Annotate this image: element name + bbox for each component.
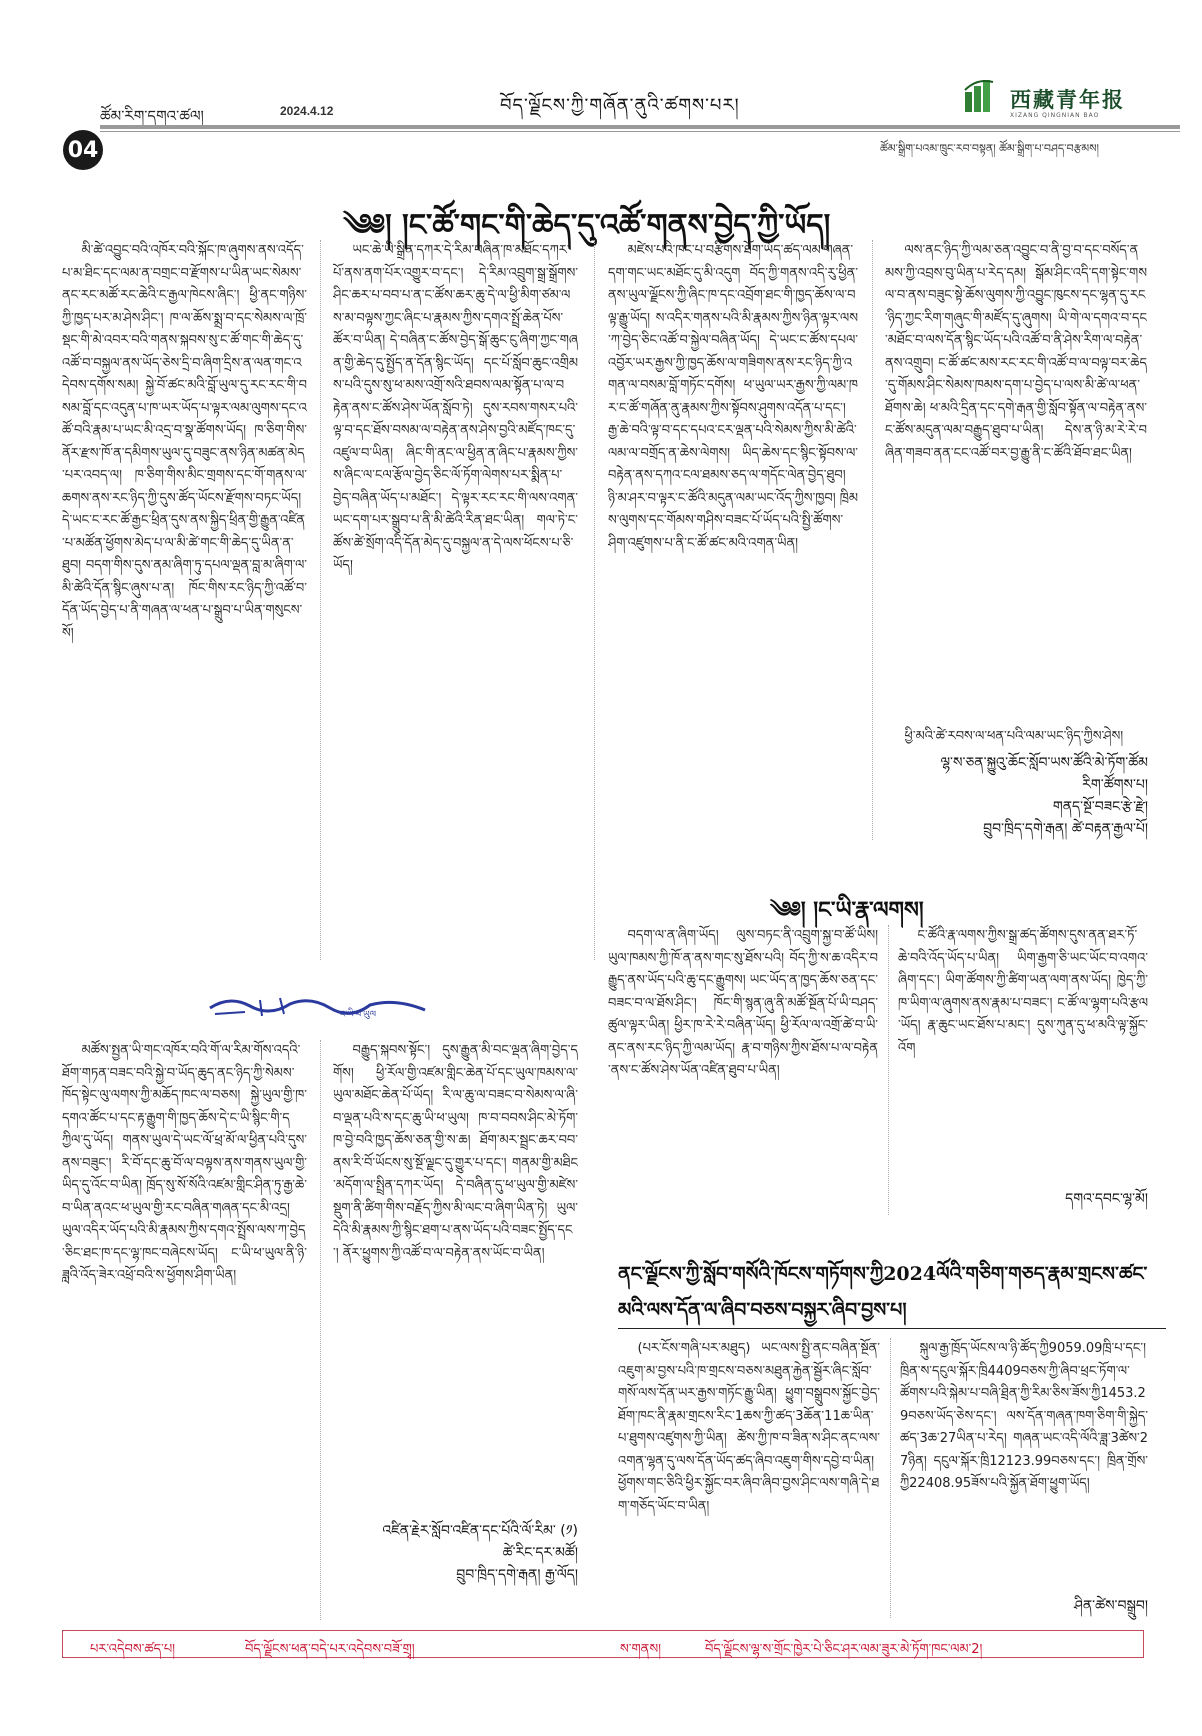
article2-column-1 — [62, 1040, 307, 1620]
issue-date: 2024.4.12 — [280, 104, 334, 118]
article1-column-3 — [608, 240, 858, 840]
article2-paragraph: བརྒྱུད་སྐབས་སྟོང་། དུས་རྒྱུན་མི་བང་ལྡན་ཞིག་བྱེད་དགོས། ཕྱི་རོལ་གྱི་འཛམ་གླིང་ཆེན་པོ་དང་ཡུལ་ཁམས་ལ་ཡུལ་མཐོང་ཆེན་པོ་ཡོད། རི་ལ་ཆུ་ལ་བཟང་བ་སེམས་ལ་ཞི་བ་ལྡན་པའི་ས་དང་ཆུ་ཡི་ཕ་ཡུལ། ཁ་བ་བབས་ཤིང་མེ་ཏོག་ཁ་བྱེ་བའི་ཁྱད་ཆོས་ཅན་གྱི་ས་ཆ། ཐོག་མར་སྦྲང་ཆར་བབ་ནས་རི་བོ་ཡོངས་སུ་སྔོ་ལྗང་དུ་གྱུར་པ་དང་། གནམ་གྱི་མཐིང་མདོག་ལ་སྤྲིན་དཀར་ཡོད། དེ་བཞིན་དུ་ཕ་ཡུལ་གྱི་མཛེས་སྡུག་ནི་ཚིག་གིས་བརྗོད་ཀྱིས་མི་ལང་བ་ཞིག་ཡིན་ཏེ། ཡུལ་དེའི་མི་རྣམས་ཀྱི་སྙིང་ཐག་པ་ནས་ཡོད་པའི་བཟང་སྤྱོད་དང་། ནོར་ཕྱུགས་ཀྱི་འཚོ་བ་ལ་བརྟེན་ནས་ཡོང་བ་ཡིན། — [333, 1043, 578, 1261]
header-rule-thin — [100, 131, 1180, 132]
column-divider — [890, 1338, 891, 1618]
article1-byline — [880, 752, 1148, 840]
article1-column-4 — [885, 240, 1147, 720]
article3-paragraph: (པར་ངོས་གཞི་པར་མཐུད) ཡང་ལས་སྤྱི་ནང་བཞིན་སྔོན་འཇུག་མ་བྱས་པའི་ཁ་གྲངས་བཅས་མཐུན་རྐྱེན་སྦྱོར་ཞིང་སློབ་གསོ་ལས་དོན་ཡར་རྒྱས་གཏོང་རྒྱུ་ཡིན། ཕྱུག་བསྒྲུབས་སྐྱོང་བྱེད་ཐོག་ཁང་ནི་རྣམ་གྲངས་རིང་1ཆས་ཀྱི་ཚད་3ཆོན་11ཆ་ཡིན་པ་ཐུགས་འཛུགས་ཀྱི་ཡིན། ཚེས་ཀྱི་ཁ་བ་ཟིན་ས་ཤིང་ནང་ལས་འགན་ལྷན་དུ་ལས་དོན་ཡོད་ཚད་ཞིབ་འཇུག་གིས་དབྱེ་བ་ཡིན། ཕྱོགས་གང་ཅིའི་ཕྱིར་སྐྱོང་བར་ཞིབ་ཞིབ་བྱས་ཤིང་ལས་གཞི་དེ་ཐག་གཅོད་ཡོང་བ་ཡིན། — [618, 1341, 880, 1514]
footer-address-label: ས་གནས། — [620, 1642, 661, 1657]
article1-paragraph: མི་ཚེ་འབྱུང་བའི་འཁོར་བའི་སྐོང་ཁ་ཞུགས་ནས་འདོད་པ་མ་ཐིང་དང་ལམ་ན་བགྲང་བ་རྫོགས་པ་ཡིན་ཡང་སེམས་ནང་རང་མཚོ་རང་ཆེའི་ང་རྒྱལ་ཁེངས་ཞིང་། ཕྱི་ནང་གཉིས་ཀྱི་ཁྱད་པར་མ་ཤེས་ཤིང་། ཁ་ལ་ཆོས་སྨྲ་བ་དང་སེམས་ལ་ཁྲོ་སྡང་གི་མེ་འབར་བའི་གནས་སྐབས་སུ་ང་ཚོ་གང་གི་ཆེད་དུ་འཚོ་བ་བསྐྱལ་ནས་ཡོད་ཅེས་དྲི་བ་ཞིག་དྲིས་ན་ལན་གང་འདེབས་དགོས་སམ། སྐྱེ་བོ་ཚང་མའི་བློ་ཡུལ་དུ་རང་རང་གི་བསམ་བློ་དང་འདུན་པ་ཁ་ཡར་ཡོད་པ་ལྟར་ལམ་ལུགས་དང་འཚོ་བའི་རྣམ་པ་ཡང་མི་འདྲ་བ་སྣ་ཚོགས་ཡོད། ཁ་ཅིག་གིས་ནོར་རྫས་ཁོ་ན་དམིགས་ཡུལ་དུ་བཟུང་ནས་ཉིན་མཚན་མེད་པར་འབད་ལ། ཁ་ཅིག་གིས་མིང་གྲགས་དང་གོ་གནས་ལ་ཆགས་ནས་རང་ཉིད་ཀྱི་དུས་ཚོད་ཡོངས་རྫོགས་བཏང་ཡོད། དེ་ཡང་ང་རང་ཚོ་རྒྱང་ཕྲིན་དུས་ནས་སྐྱིད་ཕྲིན་གྱི་རྒྱུན་འཛིན་པ་མཚོན་ཕྱོགས་མེད་པ་ལ་མི་ཚེ་གང་གི་ཆེད་དུ་ཡིན་ན་ཐུབ། བདག་གིས་དུས་ནམ་ཞིག་ཏུ་དཔལ་ལྡན་བླ་མ་ཞིག་ལ་མི་ཚེའི་དོན་སྙིང་ཞུས་པ་ན། ཁོང་གིས་རང་ཉིད་ཀྱི་འཚོ་བ་དོན་ཡོད་བྱེད་པ་ནི་གཞན་ལ་ཕན་པ་སྒྲུབ་པ་ཡིན་གསུངས་སོ། — [62, 243, 307, 641]
article1-paragraph: ཡང་ཆེ་ཡི་སྒྲིན་དཀར་དེ་རིམ་བཞིན་ཁ་མཐོང་དཀར་པོ་ནས་ནག་པོར་འགྱུར་བ་དང་། དེ་རིམ་འབྲུག་སྒྲ་སྒྲོགས་ཤིང་ཆར་པ་བབ་པ་ན་ང་ཚོས་ཆར་ཆུ་དེ་ལ་ཕྱི་མིག་ཙམ་ལས་མ་བལྟས་ཀྱང་ཞིང་པ་རྣམས་ཀྱིས་དགའ་སྤྲོ་ཆེན་པོས་ཚོར་བ་ཡིན། དེ་བཞིན་ང་ཚོས་བྱེད་སྒོ་ཆུང་ངུ་ཞིག་ཀྱང་གཞན་གྱི་ཆེད་དུ་སྤྱོད་ན་དོན་སྙིང་ཡོད། དང་པོ་སློབ་ཆུང་འགྲིམས་པའི་དུས་སུ་ཕ་མས་འགྲོ་སའི་ཐབས་ལམ་སྟོན་པ་ལ་བརྟེན་ནས་ང་ཚོས་ཤེས་ཡོན་སློབ་ཏེ། དུས་རབས་གསར་པའི་ལྟ་བ་དང་ཐོས་བསམ་ལ་བརྟེན་ནས་ཤེས་བྱའི་མཛོད་ཁང་དུ་འཛུལ་བ་ཡིན། ཞིང་གི་ནང་ལ་ཕྱིན་ན་ཞིང་པ་རྣམས་ཀྱིས་ས་ཞིང་ལ་ངལ་རྩོལ་བྱེད་ཅིང་ལོ་ཏོག་ལེགས་པར་སྨིན་པ་བྱེད་བཞིན་ཡོད་པ་མཐོང་། དེ་ལྟར་རང་རང་གི་ལས་འགན་ཡང་དག་པར་སྒྲུབ་པ་ནི་མི་ཚེའི་རིན་ཐང་ཡིན། གལ་ཏེ་ང་ཚོས་ཚེ་སྲོག་འདི་དོན་མེད་དུ་བསྐྱལ་ན་དེ་ལས་ཕོངས་པ་ཅི་ཡོད། — [333, 243, 578, 573]
column-divider — [320, 240, 321, 960]
poem-column-2 — [898, 925, 1148, 1170]
newspaper-logo-icon — [963, 78, 999, 114]
article1-column-2 — [333, 240, 578, 960]
article3-rule — [618, 1328, 1166, 1329]
article3-headline: ནང་ལྗོངས་ཀྱི་སློབ་གསོའི་ཁོངས་གཏོགས་ཀྱི2024ལོའི་གཅིག་གཅད་རྣམ་གྲངས་ཚང་མའི་ལས་དོན་ལ་ཞིབ་བཅས་བསྐྱར་ཞིབ་བྱས་པ། — [618, 1263, 1148, 1321]
byline-class: འཛིན་རྗེར་སློབ་འཛིན་དང་པོའི་ལོ་རིམ་ (༡) — [382, 1523, 578, 1539]
article1-headline: ༄༅། །ང་ཚོ་གང་གི་ཆེད་དུ་འཚོ་གནས་བྱེད་ཀྱི་ཡོད། — [343, 208, 831, 243]
article2-column-2 — [333, 1040, 578, 1510]
byline-author: གནད་སྔོ་བཟང་རྩེ་རྫེ། — [1052, 799, 1148, 815]
article3-byline: ཤིན་ཚེས་བསྒྲུབ། — [1074, 1598, 1148, 1614]
byline-author: ཚེ་རིང་དར་མཚོ། — [502, 1545, 578, 1561]
footer-printer-label: པར་འདེབས་ཚད་པ། — [90, 1642, 176, 1657]
poem-title: ༄༅། །ང་ཡི་རྣ་ལགས། — [770, 897, 924, 923]
page-number: 04 — [63, 130, 103, 170]
article3-column-1 — [618, 1338, 880, 1618]
article2-paragraph: མཚོས་སྤྱན་ཡི་གང་འཁོར་བའི་གོ་ལ་རིམ་གོས་འདའི་ཐོག་གཏན་བཟང་བའི་སྐྱེ་བ་ཡོད་ཆུད་ནང་ཉིད་ཀྱི་སེམས་ཁོད་སྟེང་ལུ་ལགས་ཀྱི་མཆོད་ཁང་ལ་བཅས། སྐྱེ་ཡུལ་གྱི་ཁ་དགའ་ཚོང་པ་དང་རྟ་རྒྱུག་གི་ཁྱད་ཆོས་དེ་ང་ཡི་སྙིང་གི་དཀྱིལ་དུ་ཡོད། གནས་ཡུལ་དེ་ཡང་ལོ་ཕྲ་མོ་ལ་ཕྱིན་པའི་དུས་ནས་བཟུང་། རི་བོ་དང་ཆུ་བོ་ལ་བལྟས་ནས་གནས་ཡུལ་གྱི་ཡིད་དུ་འོང་བ་ཡིན། ཁྲོད་སུ་སོ་སོའི་འཛམ་གླིང་ཤིན་ཏུ་རྒྱ་ཆེ་བ་ཡིན་ནའང་ཕ་ཡུལ་གྱི་རང་བཞིན་གཞན་དང་མི་འདྲ། ཡུལ་འདིར་ཡོད་པའི་མི་རྣམས་ཀྱིས་དགའ་སྤྲོས་ལས་ཀ་བྱེད་ཅིང་ཐང་ཁ་དང་ལྷ་ཁང་བཞེངས་ཡོད། ང་ཡི་ཕ་ཡུལ་ནི་ཉི་ཟླའི་འོད་ཟེར་འཕྲོ་བའི་ས་ཕྱོགས་ཤིག་ཡིན། — [62, 1043, 307, 1283]
column-divider — [872, 240, 873, 840]
section-name: ཚོམ་རིག་དགའ་ཚལ། — [100, 107, 204, 125]
column-divider — [594, 240, 595, 960]
poem-paragraph: བདག་ལ་ན་ཞིག་ཡོད། ལུས་བཏང་ནི་འབྲུག་སྐྱ་བ་ཚོ་ཡིས། ཡུལ་ཁམས་ཀྱི་ཁོ་ན་ནས་གང་སུ་ཐོས་པའི། བོད་ཀྱི་ས་ཆ་འདིར་བརྒྱུད་ནས་ཡོད་པའི་ཆུ་དང་རྒྱུགས། ཡང་ཡོད་ན་ཁྱད་ཆོས་ཅན་དང་བཟང་བ་ལ་ཐོས་ཤིང་། ཁོང་གི་སྙན་ཞུ་ནི་མཚོ་སྔོན་པོ་ཡི་བཤད་ཚུལ་ལྟར་ཡིན། ཕྱིར་ཁ་རེ་རེ་བཞིན་ཡོད། ཕྱི་རོལ་ལ་འགྲོ་ཚེ་བ་ཡི་ནང་ནས་རང་ཉིད་ཀྱི་ལམ་ཡོད། རྣ་བ་གཉིས་ཀྱིས་ཐོས་པ་ལ་བརྟེན་ནས་ང་ཚོས་ཤེས་ཡོན་འཛིན་ཐུབ་པ་ཡིན། — [608, 928, 878, 1078]
poem-column-1 — [608, 925, 878, 1215]
column-divider — [888, 925, 889, 1215]
footer-printer-name: བོད་ལྗོངས་ཕན་བདེ་པར་འདེབས་བཟོ་གྲྭ། — [245, 1642, 415, 1657]
article1-paragraph: ལས་ནང་ཉིད་ཀྱི་ལམ་ཅན་འབྱུང་བ་ནི་བྱ་བ་དང་བསོད་ནམས་ཀྱི་འབྲས་བུ་ཡིན་པ་རེད་དམ། སྒོམ་ཤིང་འདི་དག་སྟེང་གསལ་བ་ནས་བཟུང་སྟེ་ཆོས་ལུགས་ཀྱི་འབྱུང་ཁུངས་དང་ལྷན་དུ་རང་ཉིད་ཀྱང་རིག་གཞུང་གི་མཛོད་དུ་ཞུགས། ཡི་གེ་ལ་དགའ་བ་དང་མཐོང་བ་ལས་དོན་སྙིང་ཡོད་པའི་འཚོ་བ་ནི་ཤེས་རིག་ལ་བརྟེན་ནས་འགྲུབ། ང་ཚོ་ཚང་མས་རང་རང་གི་འཚོ་བ་ལ་བལྟ་བར་ཆེད་དུ་གོམས་ཤིང་སེམས་ཁམས་དག་པ་བྱེད་པ་ལས་མི་ཚེ་ལ་ཕན་ཐོགས་ཆེ། ཕ་མའི་དྲིན་དང་དགེ་རྒན་གྱི་སློབ་སྟོན་ལ་བརྟེན་ནས་ང་ཚོས་མདུན་ལམ་བརྒྱུད་ཐུབ་པ་ཡིན། དེས་ན་ཉི་མ་རེ་རེ་བཞིན་གཟབ་ནན་ངང་འཚོ་བར་བྱ་རྒྱུ་ནི་ང་ཚོའི་ཐོབ་ཐང་ཡིན། — [885, 243, 1147, 461]
article3-column-2 — [900, 1338, 1148, 1588]
byline-group: རིག་ཚོགས་པ། — [1082, 777, 1148, 793]
byline-school: ལྷ་ས་ཅན་སྐྱུའུ་ཆོང་སློབ་ཡས་ཚོའི་མེ་ཏོག་ཚོམ — [940, 755, 1148, 771]
footer-address: བོད་ལྗོངས་ལྷ་ས་གྲོང་ཁྱེར་པེ་ཅིང་ཤར་ལམ་ཟུར་མེ་ཏོག་ཁང་ལམ་2། — [705, 1642, 983, 1657]
header-editor-credit: ཚོམ་སྒྲིག་པའམ་ཁྲུང་རབ་བསྟན། ཚོམ་སྒྲིག་པ་བཤད་བརྩམས། — [880, 142, 1099, 155]
article1-paragraph-end: ཕྱི་མའི་ཚེ་རབས་ལ་ཕན་པའི་ལམ་ཡང་ཉིད་ཀྱིས་ཤེས། — [904, 729, 1124, 744]
header-rule — [100, 125, 1180, 129]
poem-paragraph: ང་ཚོའི་རྣ་ལགས་ཀྱིས་སྒྲ་ཚད་ཚོགས་དུས་ནན་ཐར་ཏོ་ཆེ་བའི་འོད་ཡོད་པ་ཡིན། ཡིག་རྒྱག་ཅི་ཡང་ཡོང་བ་འགའ་ཞིག་དང་། ཡིག་ཚོགས་ཀྱི་ཚིག་ཡན་ལག་ནས་ཡོད། ཁྱེད་ཀྱི་ཁ་ཡིག་ལ་ཞུགས་ནས་རྣམ་པ་བཟང་། ང་ཚོ་ལ་ལྷག་པའི་རྩལ་ཡོད། རྣ་ཆུང་ཡང་ཐོས་པ་མང་། དུས་ཀུན་དུ་ཕ་མའི་ལྟ་སྐྱོང་འོག — [898, 928, 1148, 1056]
article1-paragraph: མཛེས་པའི་ཁང་པ་བརྩིགས་ཐོག་ཡོད་ཚད་ལམ་གཞན་དག་གང་ཡང་མཐོང་དུ་མི་འདུག བོད་ཀྱི་གནས་འདི་རུ་ཕྱིན་ནས་ཡུལ་ལྗོངས་ཀྱི་ཞིང་ཁ་དང་འབྲོག་ཐང་གི་ཁྱད་ཆོས་ལ་བལྟ་རྒྱུ་ཡོད། ས་འདིར་གནས་པའི་མི་རྣམས་ཀྱིས་ཉིན་ལྟར་ལས་ཀ་བྱེད་ཅིང་འཚོ་བ་སྐྱེལ་བཞིན་ཡོད། དེ་ཡང་ང་ཚོས་དཔལ་འབྱོར་ཡར་རྒྱས་ཀྱི་ཁྱད་ཆོས་ལ་གཟིགས་ནས་རང་ཉིད་ཀྱི་འགན་ལ་བསམ་བློ་གཏོང་དགོས། ཕ་ཡུལ་ཡར་རྒྱས་ཀྱི་ལམ་ཁར་ང་ཚོ་གཞོན་ནུ་རྣམས་ཀྱིས་སྟོབས་ཤུགས་འདོན་པ་དང་། རྒྱ་ཆེ་བའི་ལྟ་བ་དང་དཔའ་ངར་ལྡན་པའི་སེམས་ཀྱིས་མི་ཚེའི་ལམ་ལ་བགྲོད་ན་ཆེས་ལེགས། ཡིད་ཆེས་དང་སྙིང་སྟོབས་ལ་བརྟེན་ནས་དཀའ་ངལ་ཐམས་ཅད་ལ་གདོང་ལེན་བྱེད་ཐུབ། ཉི་མ་ཤར་བ་ལྟར་ང་ཚོའི་མདུན་ལམ་ཡང་འོད་ཀྱིས་ཁྱབ། ཁྲིམས་ལུགས་དང་གོམས་གཤིས་བཟང་པོ་ཡོད་པའི་སྤྱི་ཚོགས་ཤིག་འཛུགས་པ་ནི་ང་ཚོ་ཚང་མའི་འགན་ཡིན། — [608, 243, 858, 551]
article1-column-1 — [62, 240, 307, 960]
article1-column-4-end — [885, 726, 1147, 748]
calligraphy-text: ང་ཡི་ཕ་ཡུལ — [340, 1010, 377, 1020]
calligraphy-title — [200, 990, 430, 1020]
brand-subtitle: XIZANG QINGNIAN BAO — [1010, 112, 1100, 119]
article2-byline — [333, 1520, 578, 1586]
article3-paragraph: སྐུལ་རྒྱ་ཁྲོད་ཡོངས་ལ་ཉི་ཚོད་ཀྱི9059.09ཁྲི་པ་དང་། ཁྲིན་ས་དངུལ་སྐོར་ཁྲི4409བཅས་ཀྱི་ཞིབ་ཕྲང་ཏོག་ལ་ཚོགས་པའི་སྐེམ་པ་བཞི་ཐྲིན་ཀྱི་རིམ་ཅིས་ཟོས་ཀྱི1453.29བཅས་ཡོད་ཅེས་དང་། ལས་དོན་གཞན་ཁག་ཅིག་གི་སྐྱེད་ཚད་3ཆ་27ཡིན་པ་རེད། གཞན་ཡང་འདི་ལོའི་ཟླ་3ཚེས་27ཉིན། དངུལ་སྐོར་ཁྲི12123.99བཅས་དང་། ཁྲིན་གྲོས་ཀྱི22408.95ཟོས་པའི་སྐྱོན་ཐོག་ཕྱུག་ཡོད། — [900, 1341, 1148, 1491]
brand-name: 西藏青年报 — [1010, 88, 1125, 112]
masthead-tibetan: བོད་ལྗོངས་ཀྱི་གཞོན་ནུའི་ཚགས་པར། — [500, 95, 740, 116]
byline-teacher: བྲུབ་ཁྲིད་དགེ་རྒན། ཚེ་བརྟན་རྒྱལ་པོ། — [983, 821, 1148, 837]
poem-byline: དགའ་དབང་ལྷ་མོ། — [1065, 1191, 1148, 1207]
byline-teacher: བྲུབ་ཁྲིད་དགེ་རྒན། རྒྱ་ལོད། — [456, 1567, 578, 1583]
column-divider — [320, 1040, 321, 1620]
